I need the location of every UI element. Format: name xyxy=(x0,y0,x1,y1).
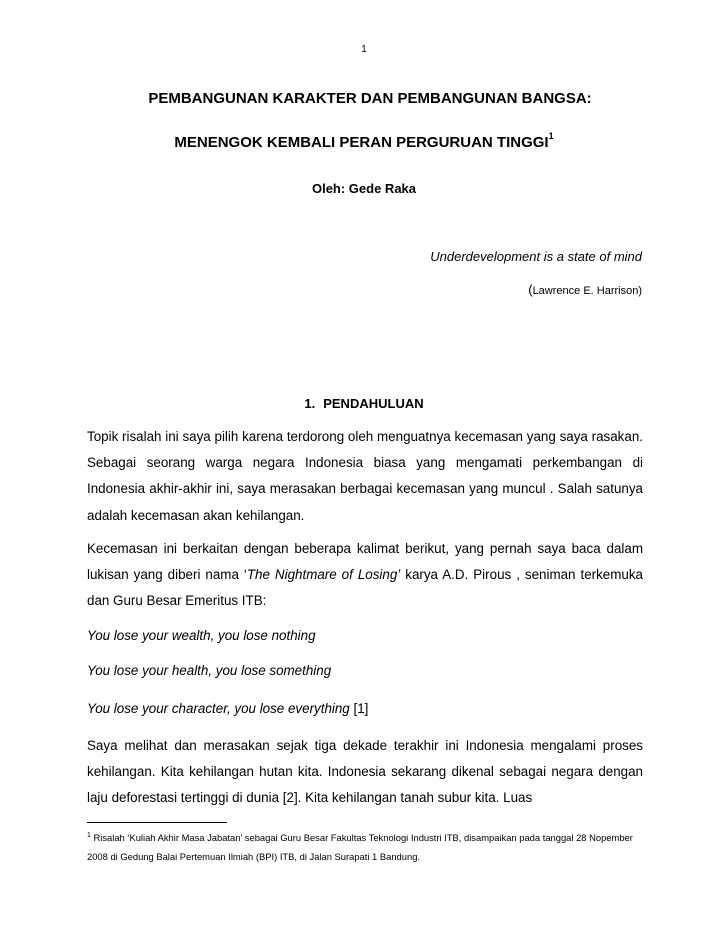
painting-title: The Nightmare of Losing’ xyxy=(246,567,401,583)
paragraph-2-before: Kecemasan ini berkaitan dengan beberapa kalimat berikut, yang pernah saya baca dalam lukisan yang diberi nama ‘ xyxy=(87,541,643,583)
title-footnote-mark[interactable]: 1 xyxy=(548,131,554,141)
paragraph-2 xyxy=(87,536,643,615)
title-line-1: PEMBANGUNAN KARAKTER DAN PEMBANGUNAN BANGSA: xyxy=(148,90,592,107)
quote-line-3 xyxy=(87,696,643,722)
quote-line-3-text: You lose your character, you lose everything xyxy=(87,701,350,716)
author-line: Oleh: Gede Raka xyxy=(311,181,417,196)
title-line-2 xyxy=(0,133,728,151)
title-line-2-text: MENENGOK KEMBALI PERAN PERGURUAN TINGGI xyxy=(174,134,549,151)
footnote-text: Risalah ‘Kuliah Akhir Masa Jabatan’ sebagai Guru Besar Fakultas Teknologi Industri ITB, disampaikan pada tanggal 28 Nopember 2008 di Gedung Balai Pertemuan Ilmiah (BPI) ITB, di Jalan Surapati 1 Bandung. xyxy=(87,832,633,863)
quote-line-2: You lose your health, you lose something xyxy=(87,663,332,678)
page-number: 1 xyxy=(361,44,367,55)
epigraph-source xyxy=(80,282,642,297)
footnote-divider xyxy=(87,822,227,823)
paragraph-3: Saya melihat dan merasakan sejak tiga dekade terakhir ini Indonesia mengalami proses kehilangan. Kita kehilangan hutan kita. Indonesia sekarang dikenal sebagai negara dengan laju deforestasi tertinggi di dunia [2]. Kita kehilangan tanah subur kita. Luas xyxy=(87,738,643,806)
section-number: 1. xyxy=(304,396,316,411)
section-title: PENDAHULUAN xyxy=(323,396,424,411)
footnote-1 xyxy=(87,826,652,866)
paragraph-1: Topik risalah ini saya pilih karena terdorong oleh menguatnya kecemasan yang saya rasakan. Sebagai seorang warga negara Indonesia biasa yang mengamati perkembangan di Indonesia akhir-akhir ini, saya merasakan berbagai kecemasan yang muncul . Salah satunya adalah kecemasan akan kehilangan. xyxy=(87,429,643,523)
epigraph-source-text: Lawrence E. Harrison) xyxy=(532,285,642,297)
footnote-mark: 1 xyxy=(87,832,91,839)
paragraph-2-after: karya A.D. Pirous , seniman terkemuka dan Guru Besar Emeritus ITB: xyxy=(87,567,643,609)
epigraph-open-paren: ( xyxy=(528,282,533,297)
reference-1[interactable]: [1] xyxy=(349,701,369,716)
section-heading xyxy=(0,396,728,411)
quote-line-1: You lose your wealth, you lose nothing xyxy=(87,628,316,643)
epigraph-quote: Underdevelopment is a state of mind xyxy=(430,249,642,264)
